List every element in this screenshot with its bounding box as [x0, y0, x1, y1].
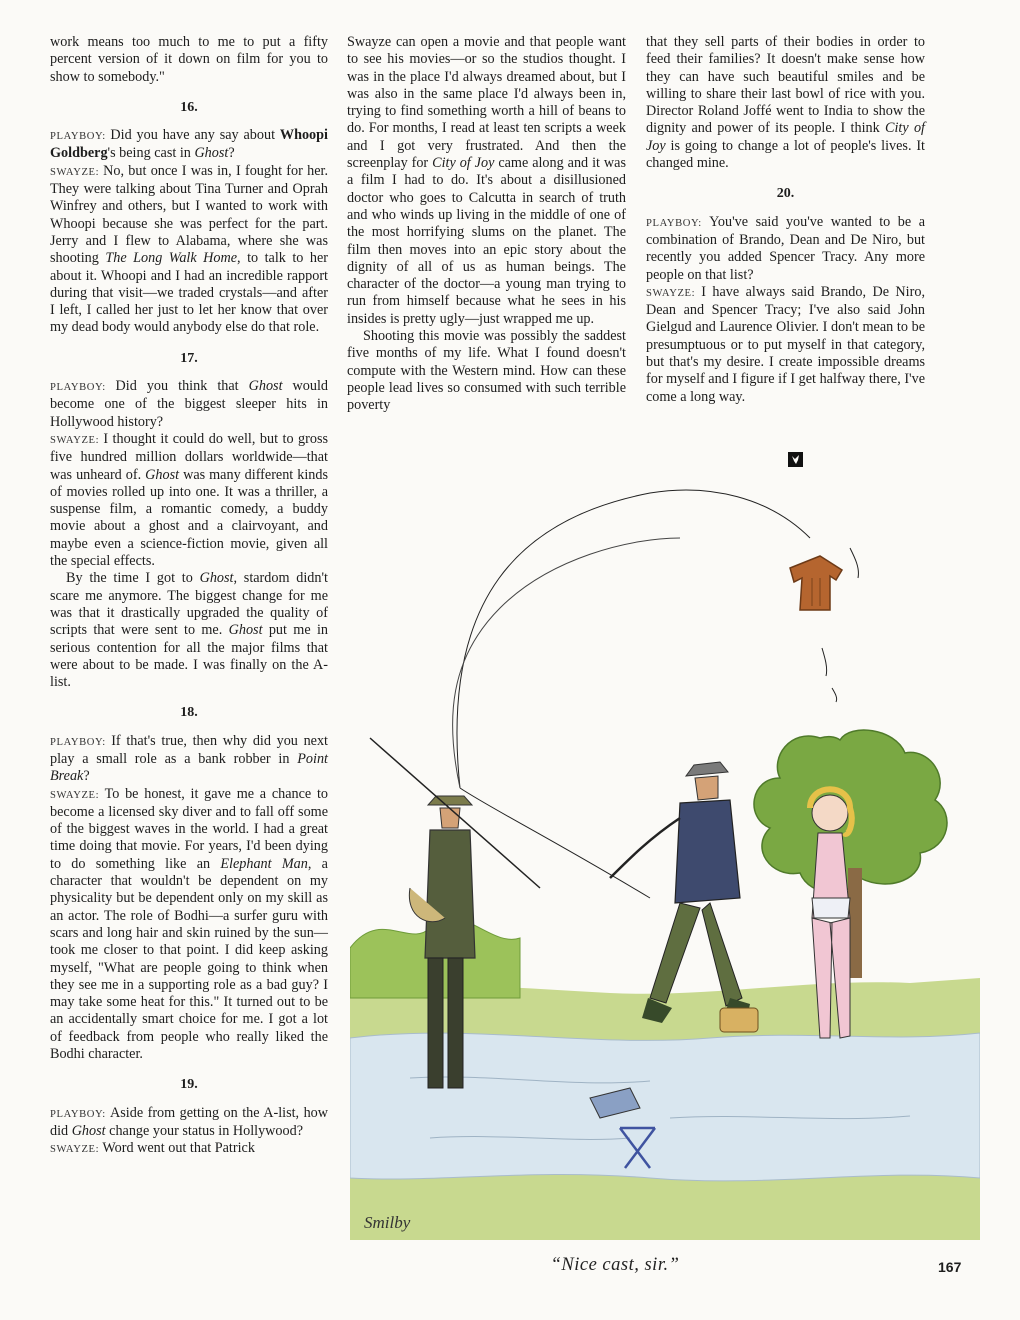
text-run: Elephant Man: [220, 855, 308, 872]
article-paragraph: [50, 1140, 328, 1158]
text-run: 's being cast in: [107, 145, 195, 162]
text-run: , to talk to her about it. Whoopi and I had an incredible rapport during that visit—we traded crystals—and after I left, I called her just to let her know that over my dead body would anybody else do that role.: [50, 250, 328, 336]
cartoon-illustration: [350, 478, 980, 1240]
section-number: 17.: [180, 350, 198, 366]
text-run: Did you have any say about: [110, 127, 280, 144]
article-paragraph: [347, 34, 626, 328]
text-run: ?: [83, 768, 90, 785]
article-paragraph: [50, 34, 328, 86]
text-run: Did you think that: [115, 378, 249, 395]
article-paragraph: [50, 163, 328, 337]
article-paragraph: [50, 570, 328, 691]
text-run: I have always said Brando, De Niro, Dean and Spencer Tracy; I've also said John Gielgud and Laurence Olivier. I don't mean to be presumptuous or to put myself in that category, but that's my desire. I create impossible dreams for myself and I figure if I get halfway there, I've come a long way.: [646, 283, 925, 405]
text-run: I thought it could do well, but to gross five hundred million dollars worldwide—that was unheard of.: [50, 430, 328, 483]
text-run: , stardom didn't scare me anymore. The biggest change for me was that it drastically upgraded the quality of scripts that were sent to me.: [50, 570, 328, 639]
article-paragraph: [50, 431, 328, 570]
text-run: Word went out that Patrick: [102, 1140, 255, 1157]
text-run: You've said you've wanted to be a combination of Brando, Dean and De Niro, but recently you added Spencer Tracy. Any more people on that list?: [646, 213, 926, 283]
article-paragraph: [646, 34, 925, 172]
speaker-label: PLAYBOY:: [50, 382, 116, 394]
text-run: is going to change a lot of people's lives. It changed mine.: [646, 137, 925, 172]
article-paragraph: [50, 786, 328, 1064]
section-number: 16.: [180, 99, 198, 115]
text-run: put me in serious contention for all the major films that were about to be made. I was finally on the A-list.: [50, 622, 328, 691]
text-run: came along and it was a film I had to do. It's about a disillusioned doctor who goes to Calcutta in search of truth and who winds up living in the middle of one of the most horrifying slums on the planet. The film then moves into an epic story about the dignity of all of us as human beings. The character of the doctor—a young man trying to run from himself because what he sees in his insides is pretty ugly—just wrapped me up.: [347, 155, 626, 327]
section-number: 19.: [180, 1077, 198, 1093]
text-run: change your status in Hollywood?: [105, 1122, 303, 1139]
text-run: Aside from getting on the A-list, how did: [50, 1104, 328, 1139]
speaker-label: PLAYBOY:: [646, 217, 710, 229]
speaker-label: SWAYZE:: [50, 166, 104, 178]
text-run: Point Break: [50, 750, 328, 785]
speaker-label: PLAYBOY:: [50, 131, 111, 143]
article-paragraph: [347, 328, 626, 414]
section-number: 20.: [776, 186, 795, 202]
end-mark-icon: [788, 452, 803, 467]
text-run: The Long Walk Home: [105, 250, 238, 267]
cartoon-caption: “Nice cast, sir.”: [550, 1255, 680, 1275]
speaker-label: SWAYZE:: [50, 1144, 103, 1156]
text-column-3: [646, 34, 925, 406]
text-run: Ghost: [248, 378, 283, 395]
text-run: To be honest, it gave me a chance to become a licensed sky diver and to fall off some of the biggest waves in the world. I had a great time doing that movie. For years, I'd been dying to do something like an: [50, 785, 328, 872]
text-run: Ghost: [145, 466, 180, 483]
article-paragraph: [50, 378, 328, 431]
text-run: that they sell parts of their bodies in order to feed their families? It doesn't make sense how they can have such beautiful smiles and be willing to share their last bowl of rice with you. Director Roland Joffé went to India to show the dignity and power of its people. I think: [646, 34, 925, 137]
text-run: City of Joy: [646, 120, 925, 154]
text-run: ?: [228, 145, 235, 162]
speaker-label: SWAYZE:: [646, 287, 702, 299]
text-run: would become one of the biggest sleeper hits in Hollywood history?: [50, 378, 328, 430]
speaker-label: SWAYZE:: [50, 789, 105, 801]
article-paragraph: [50, 733, 328, 786]
text-run: Ghost: [194, 145, 229, 162]
text-run: Ghost: [71, 1122, 106, 1139]
text-run: No, but once I was in, I fought for her. They were talking about Tina Turner and Oprah Winfrey and others, but I wanted to work with Whoopi because she was perfect for the part. Jerry and I flew to Alabama, where she was shooting: [50, 162, 328, 267]
text-run: work means too much to me to put a fifty percent version of it down on film for you to show to somebody.": [50, 34, 328, 85]
text-run: Whoopi Goldberg: [50, 127, 328, 162]
text-run: Ghost: [199, 570, 234, 587]
cartoon-signature: Smilby: [364, 1213, 411, 1232]
text-run: Swayze can open a movie and that people want to see his movies—or so the studios thought. I was in the place I'd always dreamed about, but I was also in the same place I'd always been in, trying to find something worth a hill of beans to do. For months, I read at least ten scripts a week and I got very frustrated. And then the screenplay for: [347, 34, 626, 172]
text-run: By the time I got to: [66, 570, 200, 587]
text-run: was many different kinds of movies rolled up into one. It was a thriller, a suspense film, a romantic comedy, a buddy movie about a ghost and a clairvoyant, and maybe even a science-fiction movie, given all the special effects.: [50, 466, 328, 570]
text-run: , a character that wouldn't be dependent on my physicality but be dependent only on my skill as an actor. The role of Bodhi—a surfer guru with scars and long hair and skin ruined by the sun—took me closer to that point. I did keep asking myself, "What are people going to think when they see me in a supporting role as a bad guy? I may take some heat for this." It turned out to be an accidentally smart choice for me. I got a lot of feedback from people who really liked the Bodhi character.: [50, 855, 328, 1063]
text-run: Ghost: [228, 622, 263, 639]
text-run: City of Joy: [432, 155, 495, 172]
article-paragraph: [646, 214, 925, 284]
article-paragraph: [50, 127, 328, 163]
text-run: If that's true, then why did you next play a small role as a bank robber in: [50, 732, 328, 767]
section-number: 18.: [180, 705, 198, 721]
speaker-label: PLAYBOY:: [50, 736, 112, 748]
article-paragraph: [646, 284, 925, 406]
speaker-label: SWAYZE:: [50, 434, 104, 446]
text-column-2: [347, 34, 626, 415]
text-column-1: [50, 34, 328, 1159]
text-run: Shooting this movie was possibly the saddest five months of my life. What I found doesn't compute with the Western mind. How can these people lead lives so consumed with such terrible poverty: [347, 328, 626, 414]
speaker-label: PLAYBOY:: [50, 1108, 111, 1120]
page-number: 167: [938, 1259, 962, 1275]
article-paragraph: [50, 1105, 328, 1141]
